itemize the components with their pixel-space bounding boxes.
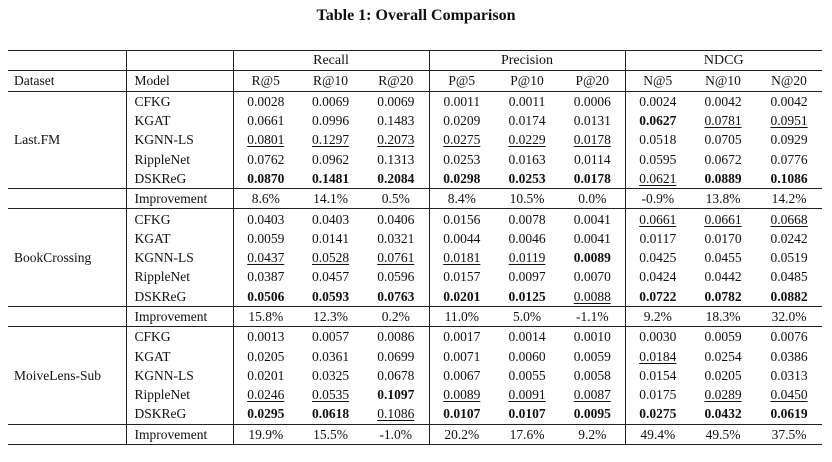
metric-value-cell: 0.0432	[690, 404, 756, 424]
metric-value-cell: 0.0014	[508, 329, 546, 345]
model-cell: KGNN-LS	[126, 248, 233, 267]
improvement-label: Improvement	[126, 424, 233, 444]
metric-value-cell: 0.0089	[443, 387, 481, 403]
metric-value-cell: 0.0618	[298, 404, 363, 424]
empty-dataset-cell	[8, 424, 126, 444]
metric-value-cell: 0.0253	[494, 169, 560, 189]
model-cell: KGAT	[126, 346, 233, 365]
recall-group-header: Recall	[233, 51, 429, 71]
metric-value-cell: 0.0055	[508, 367, 546, 383]
metric-value-cell: 0.0046	[508, 230, 546, 246]
metric-value-cell: 0.0763	[363, 287, 429, 307]
metric-value-cell: 0.0457	[311, 269, 350, 285]
table-body	[8, 91, 822, 444]
metric-value-cell: 0.0929	[770, 132, 808, 148]
improvement-row	[8, 424, 822, 444]
model-cell: KGNN-LS	[126, 366, 233, 385]
table-caption: Table 1: Overall Comparison	[316, 7, 516, 24]
metric-header: N@10	[690, 71, 756, 91]
metric-value-cell: 0.0962	[311, 151, 350, 167]
metric-value-cell: 0.0387	[247, 269, 285, 285]
metric-header: R@5	[233, 71, 298, 91]
metric-value-cell: 0.0762	[247, 151, 285, 167]
model-cell: CFKG	[126, 91, 233, 111]
empty-header-cell	[126, 51, 233, 71]
model-cell: KGAT	[126, 229, 233, 248]
metric-value-cell: 0.1297	[311, 132, 350, 148]
metric-value-cell: 0.0044	[443, 230, 481, 246]
metric-value-cell: 0.0403	[311, 211, 350, 227]
improvement-value-cell: 49.4%	[625, 424, 690, 444]
metric-value-cell: 0.0076	[770, 329, 808, 345]
metric-value-cell: 0.0535	[311, 387, 350, 403]
metric-value-cell: 0.0882	[756, 287, 822, 307]
metric-value-cell: 0.0086	[363, 327, 429, 347]
metric-value-cell: 0.0097	[508, 269, 546, 285]
metric-value-cell: 0.0030	[639, 329, 677, 345]
metric-value-cell: 0.0069	[311, 93, 350, 109]
model-cell: RippleNet	[126, 385, 233, 404]
table-row	[8, 91, 822, 111]
metric-value-cell: 0.0059	[247, 230, 285, 246]
metric-value-cell: 0.0114	[560, 149, 625, 168]
metric-value-cell: 0.0028	[247, 93, 285, 109]
improvement-value-cell: 9.2%	[560, 424, 625, 444]
metric-value-cell: 0.0313	[770, 367, 808, 383]
metric-value-cell: 0.0801	[247, 132, 285, 148]
metric-value-cell: 0.0069	[363, 91, 429, 111]
metric-header: P@5	[429, 71, 494, 91]
improvement-value-cell: 20.2%	[429, 424, 494, 444]
metric-value-cell: 0.0154	[639, 367, 677, 383]
metric-value-cell: 0.2084	[363, 169, 429, 189]
metric-value-cell: 0.0181	[443, 250, 481, 266]
metric-value-cell: 0.0131	[560, 111, 625, 130]
model-cell: DSKReG	[126, 169, 233, 189]
metric-value-cell: 0.0519	[770, 250, 808, 266]
metric-header: P@10	[494, 71, 560, 91]
metric-value-cell: 0.0184	[639, 348, 677, 364]
metric-value-cell: 0.0078	[508, 211, 546, 227]
improvement-value-cell: 13.8%	[690, 189, 756, 209]
improvement-value-cell: 14.2%	[756, 189, 822, 209]
improvement-label: Improvement	[126, 306, 233, 326]
metric-value-cell: 0.0107	[494, 404, 560, 424]
metric-value-cell: 0.0425	[639, 250, 677, 266]
metric-value-cell: 0.0506	[233, 287, 298, 307]
improvement-value-cell: 0.0%	[560, 189, 625, 209]
metric-value-cell: 0.0595	[639, 151, 677, 167]
model-cell: CFKG	[126, 209, 233, 229]
improvement-label: Improvement	[126, 189, 233, 209]
metric-value-cell: 0.0776	[770, 151, 808, 167]
table-row	[8, 327, 822, 347]
metric-value-cell: 0.0668	[770, 211, 808, 227]
metric-value-cell: 0.1313	[363, 149, 429, 168]
metric-value-cell: 0.0424	[639, 269, 677, 285]
metric-value-cell: 0.0455	[704, 250, 742, 266]
table-row	[8, 287, 822, 307]
metric-value-cell: 0.1086	[756, 169, 822, 189]
table-row	[8, 130, 822, 149]
metric-value-cell: 0.0275	[625, 404, 690, 424]
improvement-value-cell: 15.8%	[233, 306, 298, 326]
metric-value-cell: 0.0041	[560, 229, 625, 248]
improvement-value-cell: 19.9%	[233, 424, 298, 444]
metric-value-cell: 0.0156	[443, 211, 481, 227]
metric-value-cell: 0.0013	[247, 329, 285, 345]
metric-value-cell: 0.0782	[690, 287, 756, 307]
metric-value-cell: 0.0091	[508, 387, 546, 403]
metric-value-cell: 0.0059	[704, 329, 742, 345]
improvement-value-cell: -1.1%	[560, 306, 625, 326]
metric-value-cell: 0.0661	[639, 211, 677, 227]
metric-value-cell: 0.0010	[560, 327, 625, 347]
metric-value-cell: 0.0528	[311, 250, 350, 266]
group-header-row	[8, 51, 822, 71]
metric-value-cell: 0.1481	[298, 169, 363, 189]
metric-value-cell: 0.0450	[770, 387, 808, 403]
metric-value-cell: 0.0661	[704, 211, 742, 227]
improvement-value-cell: 8.6%	[233, 189, 298, 209]
dataset-cell: BookCrossing	[8, 209, 126, 306]
metric-value-cell: 0.0621	[625, 169, 690, 189]
table-row	[8, 267, 822, 286]
metric-value-cell: 0.0298	[429, 169, 494, 189]
metric-value-cell: 0.0119	[508, 250, 546, 266]
improvement-value-cell: 5.0%	[494, 306, 560, 326]
improvement-value-cell: 11.0%	[429, 306, 494, 326]
metric-value-cell: 0.0042	[704, 93, 742, 109]
metric-value-cell: 0.0627	[639, 113, 677, 129]
metric-value-cell: 0.0041	[560, 209, 625, 229]
metric-value-cell: 0.0254	[704, 348, 742, 364]
metric-value-cell: 0.0125	[494, 287, 560, 307]
metric-value-cell: 0.0178	[560, 169, 625, 189]
improvement-value-cell: 0.5%	[363, 189, 429, 209]
dataset-cell: Last.FM	[8, 91, 126, 188]
metric-value-cell: 0.0205	[247, 348, 285, 364]
metric-value-cell: 0.0325	[311, 367, 350, 383]
metric-value-cell: 0.0593	[298, 287, 363, 307]
metric-value-cell: 0.0042	[770, 93, 808, 109]
metric-value-cell: 0.0017	[443, 329, 481, 345]
metric-value-cell: 0.1097	[363, 385, 429, 404]
metric-value-cell: 0.1483	[363, 111, 429, 130]
improvement-value-cell: -0.9%	[625, 189, 690, 209]
metric-value-cell: 0.0201	[429, 287, 494, 307]
model-cell: CFKG	[126, 327, 233, 347]
metric-value-cell: 0.0209	[443, 113, 481, 129]
dataset-cell: MoiveLens-Sub	[8, 327, 126, 424]
improvement-value-cell: 0.2%	[363, 306, 429, 326]
metric-value-cell: 0.0059	[560, 346, 625, 365]
metric-value-cell: 0.0518	[639, 132, 677, 148]
metric-value-cell: 0.0087	[560, 385, 625, 404]
metric-value-cell: 0.0406	[363, 209, 429, 229]
empty-dataset-cell	[8, 306, 126, 326]
metric-value-cell: 0.0006	[560, 91, 625, 111]
improvement-value-cell: 10.5%	[494, 189, 560, 209]
improvement-row	[8, 189, 822, 209]
metric-value-cell: 0.2073	[363, 130, 429, 149]
metric-value-cell: 0.0246	[247, 387, 285, 403]
metric-value-cell: 0.0095	[560, 404, 625, 424]
table-row	[8, 111, 822, 130]
metric-value-cell: 0.0889	[690, 169, 756, 189]
metric-value-cell: 0.0229	[508, 132, 546, 148]
metric-value-cell: 0.0089	[560, 248, 625, 267]
metric-header: N@20	[756, 71, 822, 91]
metric-value-cell: 0.0442	[704, 269, 742, 285]
table-row	[8, 248, 822, 267]
metric-value-cell: 0.0485	[770, 269, 808, 285]
improvement-value-cell: 37.5%	[756, 424, 822, 444]
improvement-value-cell: 8.4%	[429, 189, 494, 209]
metric-value-cell: 0.0205	[704, 367, 742, 383]
table-row	[8, 404, 822, 424]
table-row	[8, 366, 822, 385]
model-cell: KGAT	[126, 111, 233, 130]
metric-value-cell: 0.0403	[247, 211, 285, 227]
metric-value-cell: 0.0386	[770, 348, 808, 364]
improvement-value-cell: 14.1%	[298, 189, 363, 209]
precision-group-header: Precision	[429, 51, 625, 71]
metric-value-cell: 0.0242	[770, 230, 808, 246]
improvement-value-cell: 12.3%	[298, 306, 363, 326]
improvement-value-cell: 17.6%	[494, 424, 560, 444]
metric-value-cell: 0.0058	[560, 366, 625, 385]
metric-value-cell: 0.0596	[363, 267, 429, 286]
metric-value-cell: 0.0141	[311, 230, 350, 246]
model-cell: RippleNet	[126, 149, 233, 168]
metric-value-cell: 0.0178	[560, 130, 625, 149]
metric-value-cell: 0.0157	[443, 269, 481, 285]
metric-value-cell: 0.0289	[704, 387, 742, 403]
table-row	[8, 385, 822, 404]
metric-value-cell: 0.0174	[508, 113, 546, 129]
model-column-header: Model	[126, 71, 233, 91]
improvement-value-cell: 15.5%	[298, 424, 363, 444]
metric-value-cell: 0.0170	[704, 230, 742, 246]
metric-value-cell: 0.0321	[363, 229, 429, 248]
model-cell: KGNN-LS	[126, 130, 233, 149]
metric-value-cell: 0.0067	[443, 367, 481, 383]
model-cell: DSKReG	[126, 287, 233, 307]
empty-header-cell	[8, 51, 126, 71]
improvement-value-cell: 49.5%	[690, 424, 756, 444]
model-cell: RippleNet	[126, 267, 233, 286]
comparison-table	[8, 50, 822, 445]
improvement-value-cell: 9.2%	[625, 306, 690, 326]
metric-value-cell: 0.0619	[756, 404, 822, 424]
metric-header: P@20	[560, 71, 625, 91]
metric-value-cell: 0.1086	[363, 404, 429, 424]
table-row	[8, 229, 822, 248]
metric-header-row	[8, 71, 822, 91]
metric-value-cell: 0.0361	[311, 348, 350, 364]
metric-value-cell: 0.0070	[560, 267, 625, 286]
table-row	[8, 346, 822, 365]
metric-value-cell: 0.0295	[233, 404, 298, 424]
table-row	[8, 169, 822, 189]
metric-value-cell: 0.0201	[247, 367, 285, 383]
metric-value-cell: 0.0781	[704, 113, 742, 129]
metric-value-cell: 0.0057	[311, 329, 350, 345]
metric-value-cell: 0.0011	[443, 93, 481, 109]
metric-value-cell: 0.0672	[704, 151, 742, 167]
metric-value-cell: 0.0024	[639, 93, 677, 109]
improvement-value-cell: 32.0%	[756, 306, 822, 326]
metric-value-cell: 0.0705	[704, 132, 742, 148]
metric-value-cell: 0.0071	[443, 348, 481, 364]
improvement-value-cell: -1.0%	[363, 424, 429, 444]
metric-value-cell: 0.0060	[508, 348, 546, 364]
metric-value-cell: 0.0437	[247, 250, 285, 266]
metric-value-cell: 0.0951	[770, 113, 808, 129]
table-row	[8, 209, 822, 229]
metric-value-cell: 0.0163	[508, 151, 546, 167]
metric-value-cell: 0.0088	[560, 287, 625, 307]
metric-value-cell: 0.0996	[311, 113, 350, 129]
metric-value-cell: 0.0175	[639, 387, 677, 403]
metric-value-cell: 0.0117	[639, 230, 677, 246]
metric-value-cell: 0.0678	[363, 366, 429, 385]
metric-header: N@5	[625, 71, 690, 91]
metric-value-cell: 0.0699	[363, 346, 429, 365]
metric-header: R@20	[363, 71, 429, 91]
metric-value-cell: 0.0722	[625, 287, 690, 307]
improvement-row	[8, 306, 822, 326]
metric-value-cell: 0.0761	[363, 248, 429, 267]
metric-value-cell: 0.0253	[443, 151, 481, 167]
table-row	[8, 149, 822, 168]
dataset-column-header: Dataset	[8, 71, 126, 91]
improvement-value-cell: 18.3%	[690, 306, 756, 326]
metric-value-cell: 0.0107	[429, 404, 494, 424]
metric-value-cell: 0.0011	[508, 93, 546, 109]
empty-dataset-cell	[8, 189, 126, 209]
metric-header: R@10	[298, 71, 363, 91]
model-cell: DSKReG	[126, 404, 233, 424]
metric-value-cell: 0.0661	[247, 113, 285, 129]
ndcg-group-header: NDCG	[625, 51, 822, 71]
metric-value-cell: 0.0275	[443, 132, 481, 148]
metric-value-cell: 0.0870	[233, 169, 298, 189]
